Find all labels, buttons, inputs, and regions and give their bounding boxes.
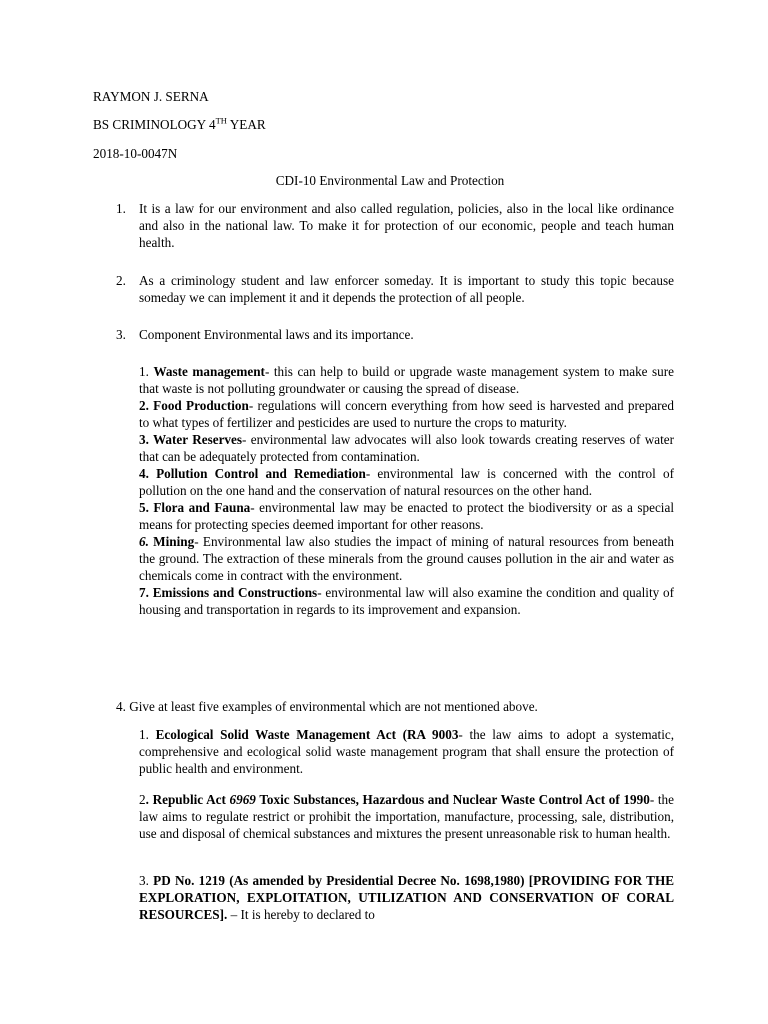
student-id: 2018-10-0047N xyxy=(93,146,178,161)
q3-component-list xyxy=(139,363,674,618)
q1-number: 1. xyxy=(116,201,126,216)
q3-question: Component Environmental laws and its importance. xyxy=(139,327,414,342)
course-superscript: TH xyxy=(215,115,227,126)
q1-answer: It is a law for our environment and also called regulation, policies, also in the local like ordinance and also in the national law. To make it for protection of our economic, people and teach human health. xyxy=(139,201,674,250)
q4-example-2: 2. Republic Act 6969 Toxic Substances, Hazardous and Nuclear Waste Control Act of 1990- the law aims to regulate restrict or prohibit the importation, manufacture, processing, sale, distribution, use and disposal of chemical substances and mixtures the present unreasonable risk to human health. xyxy=(139,792,674,841)
q3-number: 3. xyxy=(116,327,126,342)
list-item: 5. Flora and Fauna- environmental law may be enacted to protect the biodiversity or as a special means for protecting species deemed important for other reasons. xyxy=(139,500,674,532)
q4-question: 4. Give at least five examples of environmental which are not mentioned above. xyxy=(116,699,538,714)
course-suffix: YEAR xyxy=(226,117,266,132)
q2-answer: As a criminology student and law enforcer someday. It is important to study this topic because someday we can implement it and it depends the protection of all people. xyxy=(139,273,674,305)
document-title: CDI-10 Environmental Law and Protection xyxy=(275,173,505,188)
list-item: 1. Waste management- this can help to build or upgrade waste management system to make sure that waste is not polluting groundwater or causing the spread of disease. xyxy=(139,364,675,396)
q2-number: 2. xyxy=(116,273,126,288)
student-name: RAYMON J. SERNA xyxy=(93,89,209,104)
list-item: 4. Pollution Control and Remediation- environmental law is concerned with the control of pollution on the one hand and the conservation of natural resources on the other hand. xyxy=(139,466,674,498)
list-item: 3. Water Reserves- environmental law advocates will also look towards creating reserves of water that can be adequately protected from contamination. xyxy=(139,432,674,464)
list-item: 2. Food Production- regulations will concern everything from how seed is harvested and prepared to what types of fertilizer and pesticides are used to nurture the crops to maturity. xyxy=(139,398,674,430)
q4-example-3: 3. PD No. 1219 (As amended by Presidential Decree No. 1698,1980) [PROVIDING FOR THE EXPLORATION, EXPLOITATION, UTILIZATION AND CONSERVATION OF CORAL RESOURCES]. – It is hereby to declared to xyxy=(139,873,674,922)
course-year xyxy=(93,116,266,133)
list-item: 6. Mining- Environmental law also studies the impact of mining of natural resources from beneath the ground. The extraction of these minerals from the ground causes pollution in the air and water as chemicals come in contract with the environment. xyxy=(139,534,674,583)
course-prefix: BS CRIMINOLOGY 4 xyxy=(93,117,216,132)
q4-example-1: 1. Ecological Solid Waste Management Act (RA 9003- the law aims to adopt a systematic, comprehensive and ecological solid waste management program that shall ensure the protection of public health and environment. xyxy=(139,727,675,776)
list-item: 7. Emissions and Constructions- environmental law will also examine the condition and quality of housing and transportation in regards to its improvement and expansion. xyxy=(139,585,675,617)
